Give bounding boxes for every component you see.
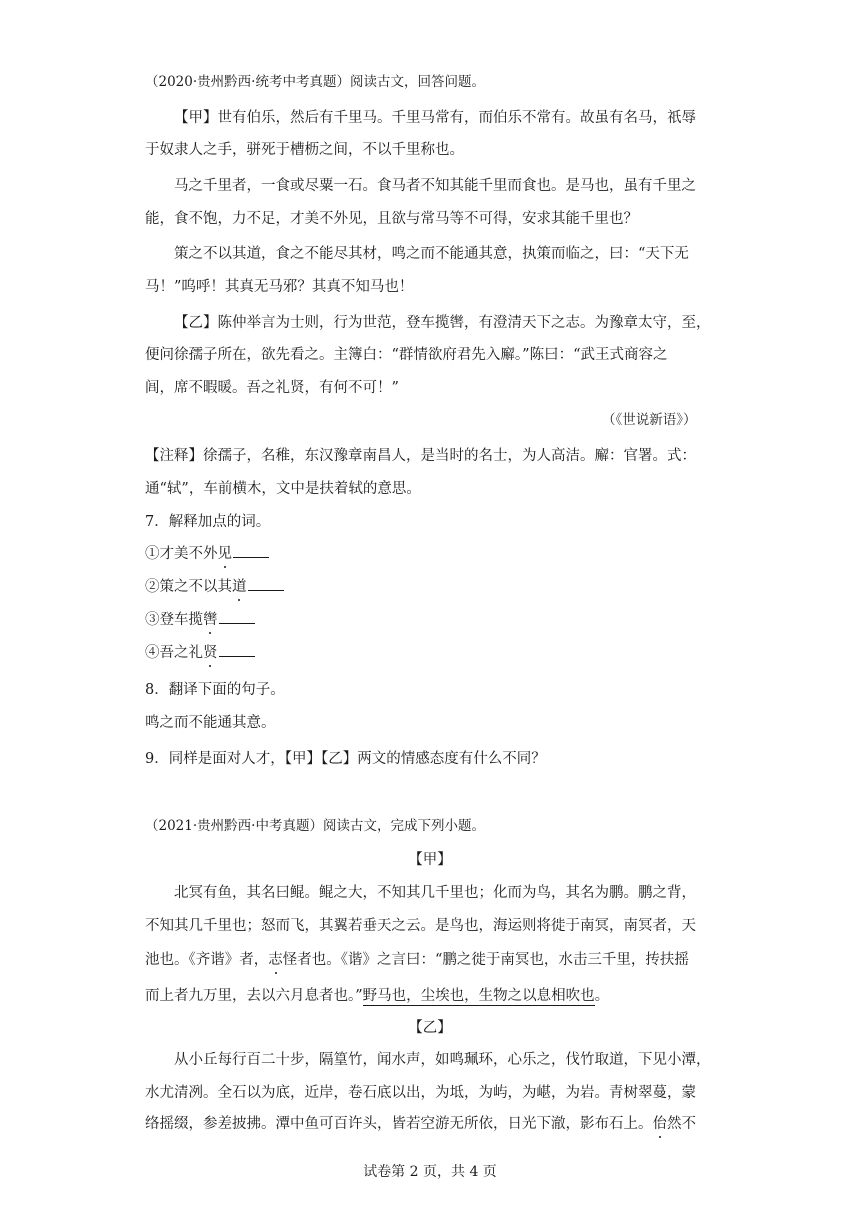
passage2-jia-line-3 — [145, 950, 689, 970]
annotation-line-1: 【注释】徐孺子，名稚，东汉豫章南昌人，是当时的名士，为人高洁。廨：官署。式： — [145, 448, 696, 464]
item-text: ②策之不以其 — [145, 579, 232, 595]
passage-yi-line-1: 【乙】陈仲举言为士则，行为世范，登车揽辔，有澄清天下之志。为豫章太守，至， — [174, 315, 711, 331]
text-segment: 。 — [594, 988, 610, 1004]
item-text: ③登车揽 — [145, 612, 203, 628]
passage2-jia-line-1: 北冥有鱼，其名曰鲲。鲲之大，不知其几千里也；化而为鸟，其名为鹏。鹏之背， — [174, 885, 696, 901]
passage-jia-line-2: 于奴隶人之手，骈死于槽枥之间，不以千里称也。 — [145, 142, 464, 158]
question-source-2021: （2021·贵州黔西·中考真题）阅读古文，完成下列小题。 — [145, 818, 485, 834]
dotted-word: 道 — [232, 579, 247, 595]
passage-jia-line-6: 马！”呜呼！其真无马邪？其真不知马也！ — [145, 279, 414, 295]
passage-jia-line-1: 【甲】世有伯乐，然后有千里马。千里马常有，而伯乐不常有。故虽有名马，祇辱 — [174, 110, 696, 126]
answer-blank[interactable] — [219, 609, 255, 624]
passage-yi-line-2: 便问徐孺子所在，欲先看之。主簿白：“群情欲府君先入廨。”陈曰：“武王式商容之 — [145, 347, 668, 363]
answer-blank[interactable] — [233, 543, 269, 558]
passage-jia-line-4: 能，食不饱，力不足，才美不外见，且欲与常马等不可得，安求其能千里也？ — [145, 211, 638, 227]
passage2-yi-line-2: 水尤清冽。全石以为底，近岸，卷石底以出，为坻，为屿，为嵁，为岩。青树翠蔓，蒙 — [145, 1085, 696, 1101]
passage2-yi-line-1: 从小丘每行百二十步，隔篁竹，闻水声，如鸣珮环，心乐之，伐竹取道，下见小潭， — [174, 1052, 711, 1068]
dotted-word: 贤 — [203, 645, 218, 661]
question-7: 7．解释加点的词。 — [145, 514, 271, 530]
text-segment: 池也。《齐谐》者， — [145, 952, 269, 968]
answer-blank[interactable] — [219, 642, 255, 657]
question-9: 9．同样是面对人才，【甲】【乙】两文的情感态度有什么不同？ — [145, 751, 546, 767]
dotted-word: 辔 — [203, 612, 218, 628]
passage2-jia-line-4 — [145, 986, 609, 1006]
text-segment: 怪者也。《谐》之言曰：“鹏之徙于南冥也，水击三千里，抟扶摇 — [282, 952, 689, 968]
underlined-sentence: 野马也，尘埃也，生物之以息相吹也 — [362, 988, 595, 1004]
passage-jia-line-3: 马之千里者，一食或尽粟一石。食马者不知其能千里而食也。是马也，虽有千里之 — [174, 178, 696, 194]
question-7-item-3 — [145, 609, 255, 630]
passage-jia-line-5: 策之不以其道，食之不能尽其材，鸣之而不能通其意，执策而临之，曰：“天下无 — [174, 246, 689, 262]
question-7-item-1 — [145, 543, 269, 564]
dotted-word: 志 — [268, 952, 283, 968]
section-title-yi: 【乙】 — [408, 1020, 452, 1036]
dotted-word: 见 — [217, 546, 232, 562]
passage2-jia-line-2: 不知其几千里也；怒而飞，其翼若垂天之云。是鸟也，海运则将徙于南冥，南冥者，天 — [145, 918, 696, 934]
passage-yi-source: （《世说新语》） — [602, 412, 697, 428]
passage-yi-line-3: 闾，席不暇暖。吾之礼贤，有何不可！” — [145, 380, 399, 396]
item-text: ④吾之礼 — [145, 645, 203, 661]
section-title-jia: 【甲】 — [408, 852, 452, 868]
answer-blank[interactable] — [248, 576, 284, 591]
question-8: 8．翻译下面的句子。 — [145, 682, 285, 698]
text-segment: 而上者九万里，去以六月息者也。” — [145, 988, 363, 1004]
question-7-item-4 — [145, 642, 255, 663]
text-segment: 然不 — [667, 1116, 696, 1132]
dotted-word: 佁 — [652, 1116, 667, 1132]
annotation-line-2: 通“轼”，车前横木，文中是扶着轼的意思。 — [145, 481, 421, 497]
page-footer: 试卷第 2 页，共 4 页 — [363, 1164, 497, 1180]
item-text: ①才美不外 — [145, 546, 218, 562]
passage2-yi-line-3 — [145, 1114, 696, 1134]
question-source-2020: （2020·贵州黔西·统考中考真题）阅读古文，回答问题。 — [145, 74, 485, 90]
question-8-sentence: 鸣之而不能通其意。 — [145, 715, 276, 731]
question-7-item-2 — [145, 576, 284, 597]
text-segment: 络摇缀，参差披拂。潭中鱼可百许头，皆若空游无所依，日光下澈，影布石上。 — [145, 1116, 653, 1132]
